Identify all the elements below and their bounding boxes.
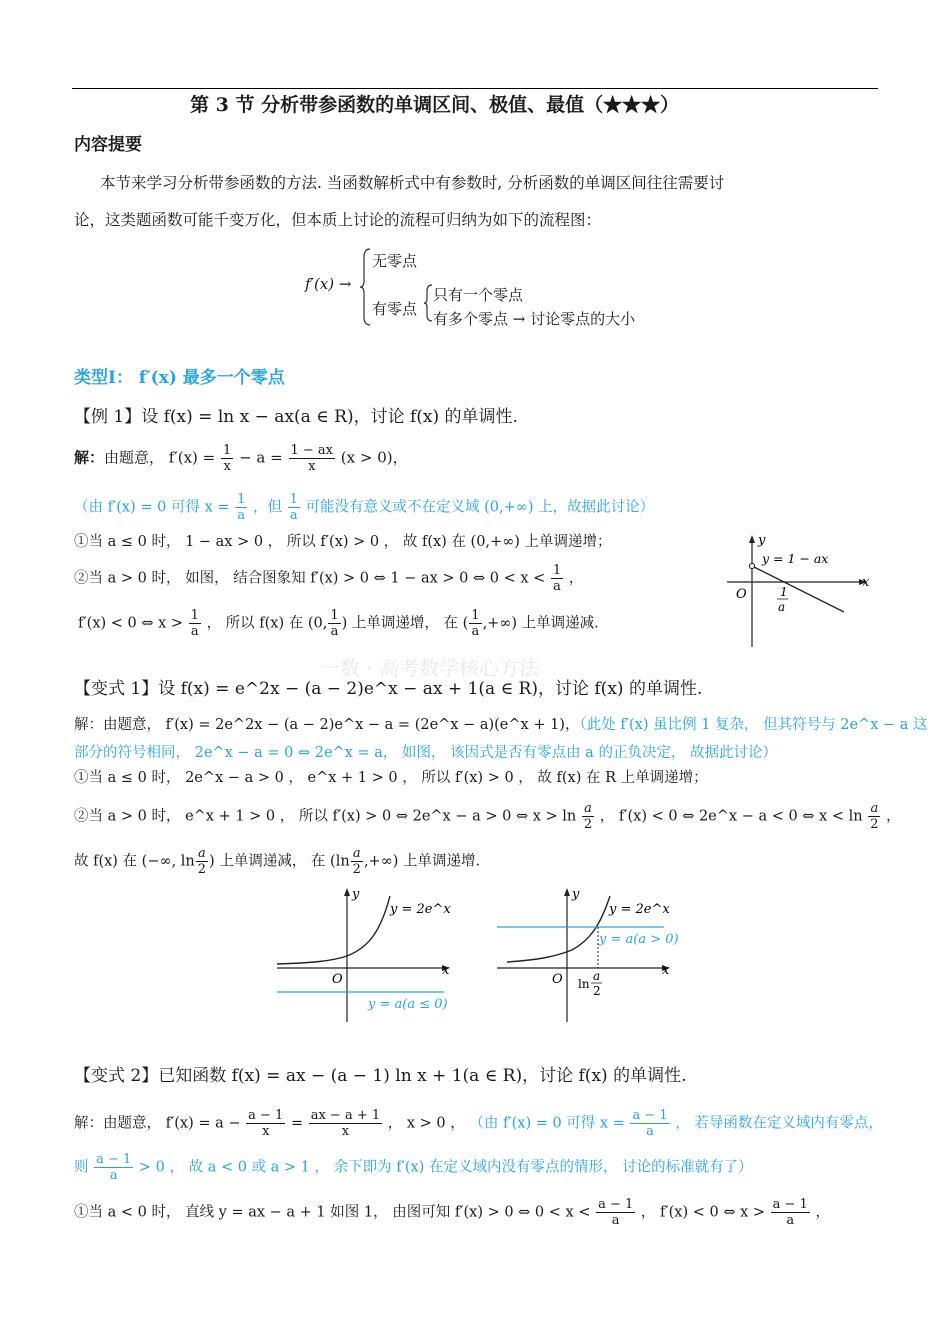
ex1-graph-tick-num: 1 [780,585,788,599]
frac-ax-expr-over-x: $\frac{ax - a + 1}{x}$ [310,1108,381,1139]
flow-root: f′(x) → [305,275,352,293]
var1-question [74,674,702,699]
ex1-question [74,402,518,427]
var1-g1-origin: O [332,972,343,987]
frac-a-minus-1-over-x: $\frac{a - 1}{x}$ [248,1108,284,1139]
ex1-sol-c: (x > 0)， [340,448,408,467]
flow-no-zero: 无零点 [372,252,418,270]
top-rule [72,88,878,89]
ex1-graph-xlabel: x [862,575,870,590]
var1-g2-tick-num: a [593,969,601,983]
frac-a-minus-1-over-a: $\frac{a - 1}{a}$ [632,1108,668,1139]
ex1-case3-d: ,+∞) 上单调递减. [482,615,599,632]
var1-conclusion [74,846,480,877]
summary-para-1: 本节来学习分析带参函数的方法. 当函数解析式中有参数时, 分析函数的单调区间往往需要讨 [100,174,725,192]
frac-one-over-a-2: $\frac{1}{a}$ [289,492,298,523]
ex1-case2 [74,563,583,594]
var1-g2-tick-den: 2 [593,984,601,998]
flow-one-zero: 只有一个零点 [433,286,524,304]
frac-one-over-a: $\frac{1}{a}$ [237,492,246,523]
var1-sol: 解：由题意， f′(x) = 2e^2x − (a − 2)e^x − a = (2e^x − a)(e^x + 1)， [74,717,580,733]
var1-concl-b: ) 上单调递减， 在 (ln [209,853,350,870]
ex1-sol-b: − a = [239,448,283,467]
frac-a-minus-1-over-a-2: $\frac{a - 1}{a}$ [96,1152,132,1183]
frac-one-over-a-5: $\frac{1}{a}$ [330,608,339,639]
var2-case1 [74,1197,830,1228]
var1-solution [74,714,928,736]
ex1-case1: ①当 a ≤ 0 时， 1 − ax > 0 ， 所以 f′(x) > 0 ， 故 f(x) 在 (0,+∞) 上单调递增； [74,534,612,550]
var2-question [74,1061,686,1086]
ex1-solution [74,443,408,474]
var1-tag: 【变式 1】 [74,679,159,699]
var2-sol-c: ， x > 0 ， [387,1115,465,1132]
frac-a-over-2-d: $\frac{a}{2}$ [352,846,361,877]
ex1-note [74,492,654,523]
var2-sol-a: 解：由题意， f′(x) = a − [74,1115,241,1132]
frac-a-over-2: $\frac{a}{2}$ [583,801,593,832]
var2-solution [74,1108,883,1139]
svg-text:ln: ln [578,977,590,991]
var1-case1: ①当 a ≤ 0 时， 2e^x − a > 0 ， e^x + 1 > 0 ， 所以 f′(x) > 0 ， 故 f(x) 在 R 上单调递增； [74,770,708,786]
var2-note2-a: 则 [74,1159,89,1176]
page-title: 第 3 节 分析带参函数的单调区间、极值、最值（★★★） [190,94,680,116]
var1-g2-line: y = a(a > 0) [599,932,679,947]
var1-graph-1 [272,884,462,1026]
ex1-graph-curve: y = 1 − ax [762,551,829,566]
ex1-case3-c: ) 上单调递增， 在 ( [341,615,469,632]
summary-para-2: 论，这类题函数可能千变万化，但本质上讨论的流程可归纳为如下的流程图： [74,211,602,229]
ex1-graph-tick: a [778,600,786,614]
ex1-graph-ylabel: y [758,533,766,548]
watermark: 一数 · 高考数学核心方法 [320,656,540,680]
frac-a-minus-1-over-a-3: $\frac{a - 1}{a}$ [598,1197,634,1228]
var2-case1-b: ， f′(x) < 0 ⇔ x > [640,1204,766,1221]
ex1-case3-a: f′(x) < 0 ⇔ x > [78,615,184,632]
ex1-graph [722,532,877,650]
frac-a-over-2-c: $\frac{a}{2}$ [197,846,207,877]
var2-tag: 【变式 2】 [74,1066,159,1086]
var1-note2: 部分的符号相同， 2e^x − a = 0 ⇔ 2e^x = a， 如图， 该因式是否有零点由 a 的正负决定， 故据此讨论） [74,745,778,761]
var1-case2-b: ， f′(x) < 0 ⇔ 2e^x − a < 0 ⇔ x < ln [599,808,863,825]
var1-g2-origin: O [552,972,563,987]
var1-graph-2 [492,884,682,1026]
var2-case1-a: ①当 a < 0 时， 直线 y = ax − a + 1 如图 1， 由图可知 f′(x) > 0 ⇔ 0 < x < [74,1204,591,1221]
frac-one-over-a-4: $\frac{1}{a}$ [190,608,199,639]
var2-q: 已知函数 f(x) = ax − (a − 1) ln x + 1(a ∈ R)，讨论 f(x) 的单调性. [158,1066,687,1086]
var1-g1-line: y = a(a ≤ 0) [368,997,448,1012]
flow-multi-zero: 有多个零点 → 讨论零点的大小 [433,310,636,328]
var2-note-a: （由 f′(x) = 0 可得 x = [469,1115,625,1132]
var1-q: 设 f(x) = e^2x − (a − 2)e^x − ax + 1(a ∈ R)，讨论 f(x) 的单调性. [158,679,703,699]
ex1-note-b: ，但 [253,499,283,516]
var1-concl-a: 故 f(x) 在 (−∞, ln [74,853,195,870]
var1-note1: （此处 f′(x) 虽比例 1 复杂， 但其符号与 2e^x − a 这 [579,717,928,733]
var1-g1-xlabel: x [442,963,450,978]
var1-g2-curve: y = 2e^x [609,902,670,917]
summary-heading: 内容提要 [74,135,142,155]
var2-note2-b: > 0 ， 故 a < 0 或 a > 1 ， 余下即为 f′(x) 在定义域内没有零点的情形， 讨论的标准就有了） [138,1159,753,1176]
ex1-sol-a: 由题意， f′(x) = [104,448,216,467]
ex1-note-c: 可能没有意义或不在定义域 (0,+∞) 上，故据此讨论） [305,499,655,516]
var2-sol-b: = [290,1115,304,1132]
var1-case2-a: ②当 a > 0 时， e^x + 1 > 0 ， 所以 f′(x) > 0 ⇔ 2e^x − a > 0 ⇔ x > ln [74,808,577,825]
ex1-case2-a: ②当 a > 0 时， 如图， 结合图象知 f′(x) > 0 ⇔ 1 − ax > 0 ⇔ 0 < x < [74,570,546,587]
var2-note2 [74,1152,753,1183]
var1-g1-curve: y = 2e^x [390,902,451,917]
type1-heading: 类型Ⅰ： f′(x) 最多一个零点 [74,368,285,388]
frac-one-over-x: $\frac{1}{x}$ [223,443,232,474]
var1-concl-c: ,+∞) 上单调递增. [363,853,481,870]
frac-one-over-a-3: $\frac{1}{a}$ [552,563,562,594]
var2-case1-c: ， [815,1204,830,1221]
ex1-case3-b: ， 所以 f(x) 在 (0, [206,615,328,632]
ex1-tag: 【例 1】 [74,407,142,427]
frac-a-minus-1-over-a-4: $\frac{a - 1}{a}$ [772,1197,808,1228]
frac-a-over-2-b: $\frac{a}{2}$ [870,801,879,832]
var1-case2 [74,801,901,832]
frac-one-over-a-6: $\frac{1}{a}$ [471,608,480,639]
ex1-case2-b: ， [568,570,584,587]
ex1-graph-origin: O [736,587,747,602]
ex1-q: 设 f(x) = ln x − ax(a ∈ R)，讨论 f(x) 的单调性. [141,407,518,427]
ex1-sol-lead: 解： [74,448,105,467]
frac-one-minus-ax-over-x: $\frac{1 - ax}{x}$ [290,443,334,474]
var2-note-b: ， 若导函数在定义域内有零点， [675,1115,883,1132]
var1-g2-xlabel: x [662,963,670,978]
var1-g2-ylabel: y [572,887,580,902]
flow-has-zero: 有零点 [372,300,418,318]
var1-g1-ylabel: y [352,887,360,902]
var1-case2-c: ， [886,808,901,825]
ex1-case3 [78,608,599,639]
ex1-note-a: （由 f′(x) = 0 可得 x = [74,499,230,516]
